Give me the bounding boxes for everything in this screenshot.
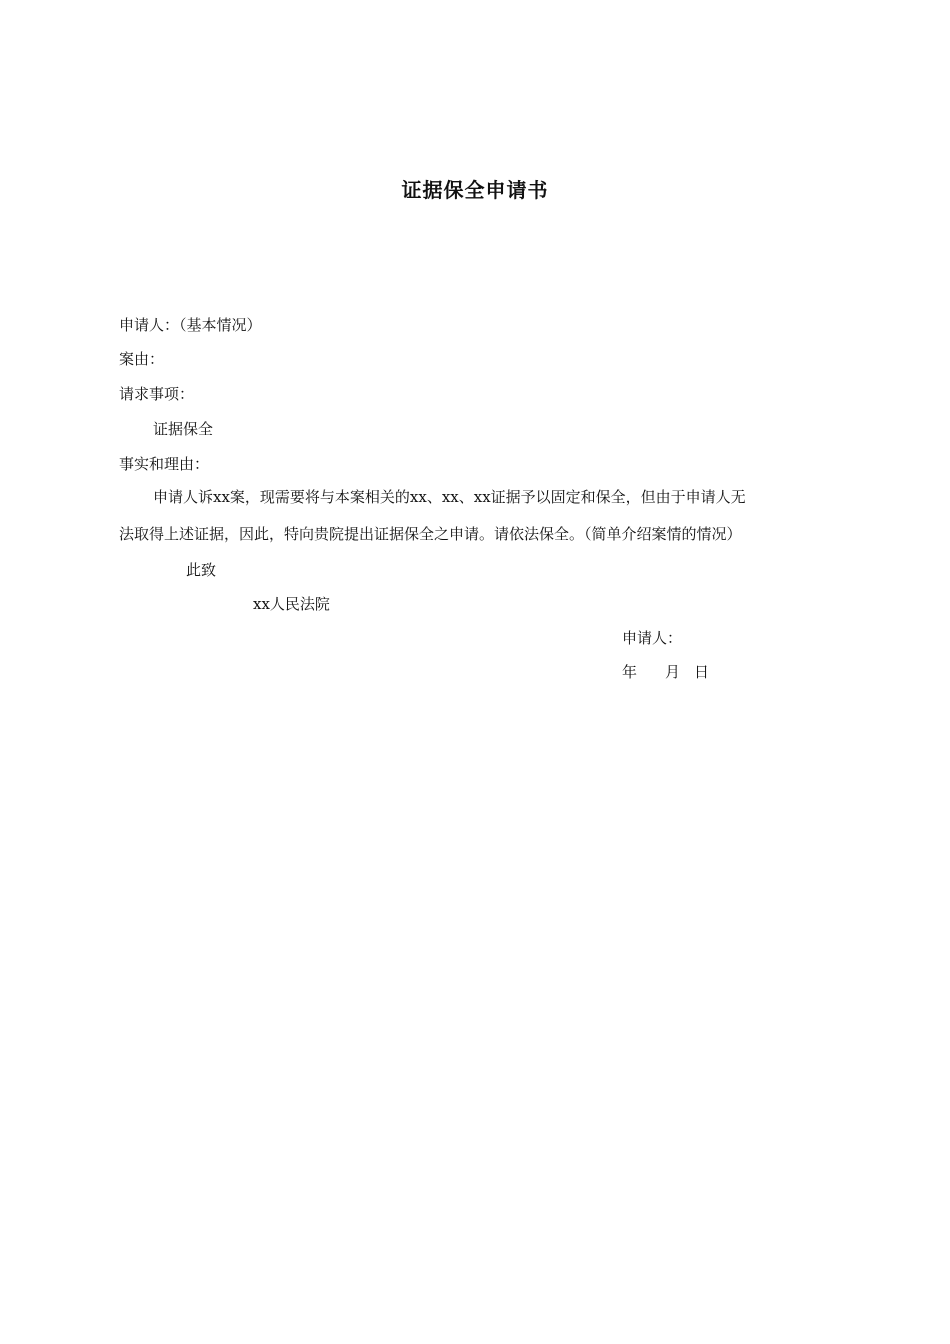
signature-label: 申请人： — [622, 629, 683, 647]
court-name: xx人民法院 — [253, 595, 330, 613]
body-paragraph-line-2: 法取得上述证据，因此，特向贵院提出证据保全之申请。请依法保全。（简单介绍案情的情况） — [119, 525, 742, 543]
date-month: 月 — [665, 663, 681, 681]
facts-heading: 事实和理由： — [119, 455, 210, 473]
cause-line: 案由： — [119, 350, 165, 368]
date-line — [622, 661, 709, 683]
body-paragraph-line-1: 申请人诉xx案，现需要将与本案相关的xx、xx、xx证据予以固定和保全，但由于申请人无 — [153, 488, 746, 506]
document-title: 证据保全申请书 — [401, 178, 549, 202]
date-day: 日 — [694, 663, 710, 681]
date-year: 年 — [622, 663, 638, 681]
applicant-line: 申请人：（基本情况） — [119, 316, 262, 334]
request-value: 证据保全 — [153, 420, 214, 438]
greeting: 此致 — [186, 561, 217, 579]
request-heading: 请求事项： — [119, 385, 195, 403]
